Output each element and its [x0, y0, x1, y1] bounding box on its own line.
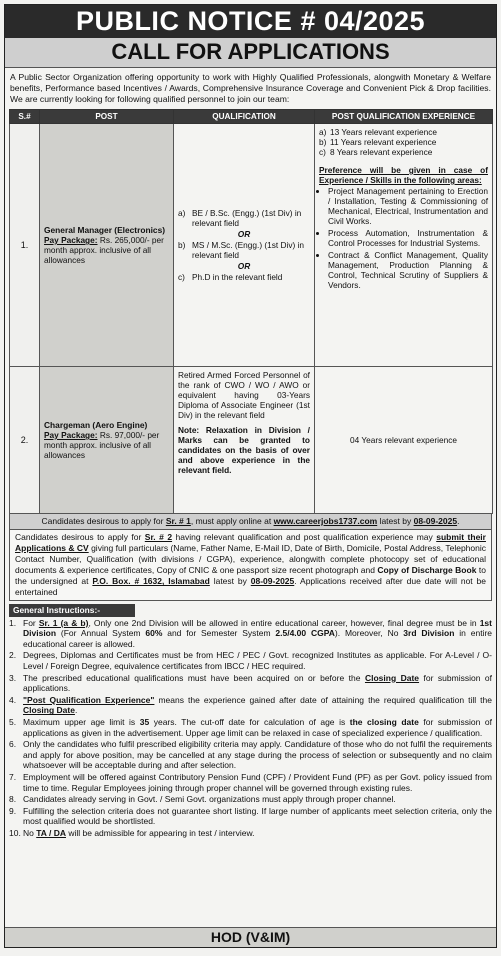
- header-experience: POST QUALIFICATION EXPERIENCE: [315, 110, 493, 124]
- general-instructions-heading: General Instructions:-: [9, 604, 135, 617]
- list-item: 9. Fulfilling the selection criteria does not guarantee short listing. If large number of applicants meet selection criteria, only the most qualified would be shortlisted.: [9, 805, 492, 827]
- preference-heading: Preference will be given in case of Experience / Skills in the following areas:: [319, 165, 488, 185]
- signatory: HOD (V&IM): [5, 927, 496, 947]
- qualification-cell: [174, 124, 315, 367]
- list-item: • Project Management pertaining to Erection / Installation, Testing & Commissioning of Mechanical, Electrical, Instrumentation and Civil Works.: [328, 186, 488, 226]
- list-item: 5. Maximum upper age limit is 35 years. The cut-off date for calculation of age is the closing date for submission of applications as given in the advertisement. Upper age limit can be relaxed in case of specialized experience / qualification.: [9, 716, 492, 738]
- application-instructions: [9, 514, 492, 601]
- list-item: 8. Candidates already serving in Govt. / Semi Govt. organizations must apply through proper channel.: [9, 794, 396, 805]
- post-cell: [40, 367, 174, 514]
- post-cell: [40, 124, 174, 367]
- list-item: 7. Employment will be offered against Contributory Pension Fund (CPF) / Provident Fund (PF) as per Govt. policy issued from time to time. Regular Employees joining through proper channel will be governed through existing rules.: [9, 771, 492, 793]
- header-sno: S.#: [10, 110, 40, 124]
- relaxation-note: Note: Relaxation in Division / Marks can be granted to candidates on the basis of over and above experience in the relevant field.: [178, 425, 310, 475]
- general-instructions: [9, 604, 492, 838]
- list-item: 4. "Post Qualification Experience" means the experience gained after date of attaining the required qualification till the Closing Date.: [9, 694, 492, 716]
- list-item: • Process Automation, Instrumentation & Control Processes for Industrial Systems.: [328, 228, 488, 248]
- call-for-applications-title: CALL FOR APPLICATIONS: [5, 38, 496, 68]
- qualification-item: a) BE / B.Sc. (Engg.) (1st Div) in relevant field: [178, 208, 302, 228]
- preference-list: [319, 186, 488, 290]
- experience-item: c) 8 Years relevant experience: [319, 147, 433, 157]
- list-item: 1. For Sr. 1 (a & b), Only one 2nd Division will be allowed in entire educational career, however, final degree must be in 1st Division (For Annual System 60% and for Semester System 2.5/4.00 CGPA). Moreover, No 3rd Division in entire educational career is allowed.: [9, 617, 493, 649]
- notice-title: PUBLIC NOTICE # 04/2025: [5, 5, 496, 38]
- header-post: POST: [40, 110, 174, 124]
- experience-cell: [315, 124, 493, 367]
- list-item: • Contract & Conflict Management, Quality Management, Production Planning & Control, Technical Scrutiny of Suppliers & Vendors.: [328, 250, 488, 290]
- qualification-item: b) MS / M.Sc. (Engg.) (1st Div) in relevant field: [178, 240, 305, 260]
- qualification-text: Retired Armed Forced Personnel of the rank of CWO / WO / AWO or equivalent having 03-Years Diploma of Associate Engineer (1st Div) in the relevant field: [178, 370, 310, 420]
- post-title: Chargeman (Aero Engine): [44, 420, 148, 430]
- postal-apply-paragraph: Candidates desirous to apply for Sr. # 2 having relevant qualification and post qualification experience may submit their Applications & CV giving full particulars (Name, Father Name, E-Mail ID, Date of Birth, Domicile, Postal Address, Telephonic Contact Number, Qualification (with divisions / CGPA), experience, alongwith complete photocopy set of educational documents & experience certificates, Copy of CNIC & one passport size recent photograph and Copy of Discharge Book to the undersigned at P.O. Box. # 1632, Islamabad latest by 08-09-2025. Applications received after due date will not be entertained: [10, 529, 491, 600]
- pay-package: Pay Package: Rs. 97,000/- per month approx. inclusive of all allowances: [44, 430, 160, 460]
- qualification-cell: [174, 367, 315, 514]
- or-label: OR: [237, 229, 251, 239]
- positions-table: [9, 109, 493, 514]
- post-title: General Manager (Electronics): [44, 225, 166, 235]
- intro-paragraph: A Public Sector Organization offering opportunity to work with Highly Qualified Professionals, alongwith Monetary & Welfare benefits, Performance based Incentives / Awards, Comprehensive Insurance Coverage and Convenient Pick & Drop facilities. We are currently looking for following qualified personnel to join our team:: [10, 72, 491, 104]
- table-row: [10, 124, 493, 367]
- pay-package: Pay Package: Rs. 265,000/- per month approx. inclusive of all allowances: [44, 235, 164, 265]
- or-label: OR: [237, 261, 251, 271]
- qualification-item: c) Ph.D in the relevant field: [178, 272, 283, 282]
- list-item: 3. The prescribed educational qualifications must have been acquired on or before the Closing Date for submission of applications.: [9, 672, 492, 694]
- header-qualification: QUALIFICATION: [174, 110, 315, 124]
- experience-cell: 04 Years relevant experience: [315, 367, 493, 514]
- public-notice: [4, 4, 497, 948]
- list-item: 2. Degrees, Diplomas and Certificates must be from HEC / PEC / Govt. recognized Institutes as applicable. For A-Level / O-Level / Foreign Degree, equivalence certificates from IBCC / HEC required.: [9, 650, 492, 671]
- careerjobs-link[interactable]: www.careerjobs1737.com: [273, 516, 378, 526]
- row-number: 1.: [10, 124, 40, 367]
- experience-item: b) 11 Years relevant experience: [319, 137, 437, 147]
- table-header-row: [10, 110, 493, 124]
- experience-item: a) 13 Years relevant experience: [319, 127, 438, 137]
- list-item: 6. Only the candidates who fulfil prescribed eligibility criteria may apply. Candidature of those who do not fulfil the requirements and apply for above position, may be cancelled at any stage during the process of selection or subsequently and no claim whatsoever will be acceptable during and after selection.: [9, 739, 492, 771]
- row-number: 2.: [10, 367, 40, 514]
- table-row: [10, 367, 493, 514]
- online-apply-line: Candidates desirous to apply for Sr. # 1, must apply online at www.careerjobs1737.com latest by 08-09-2025.: [10, 514, 491, 529]
- list-item: 10. No TA / DA will be admissible for appearing in test / interview.: [9, 827, 255, 838]
